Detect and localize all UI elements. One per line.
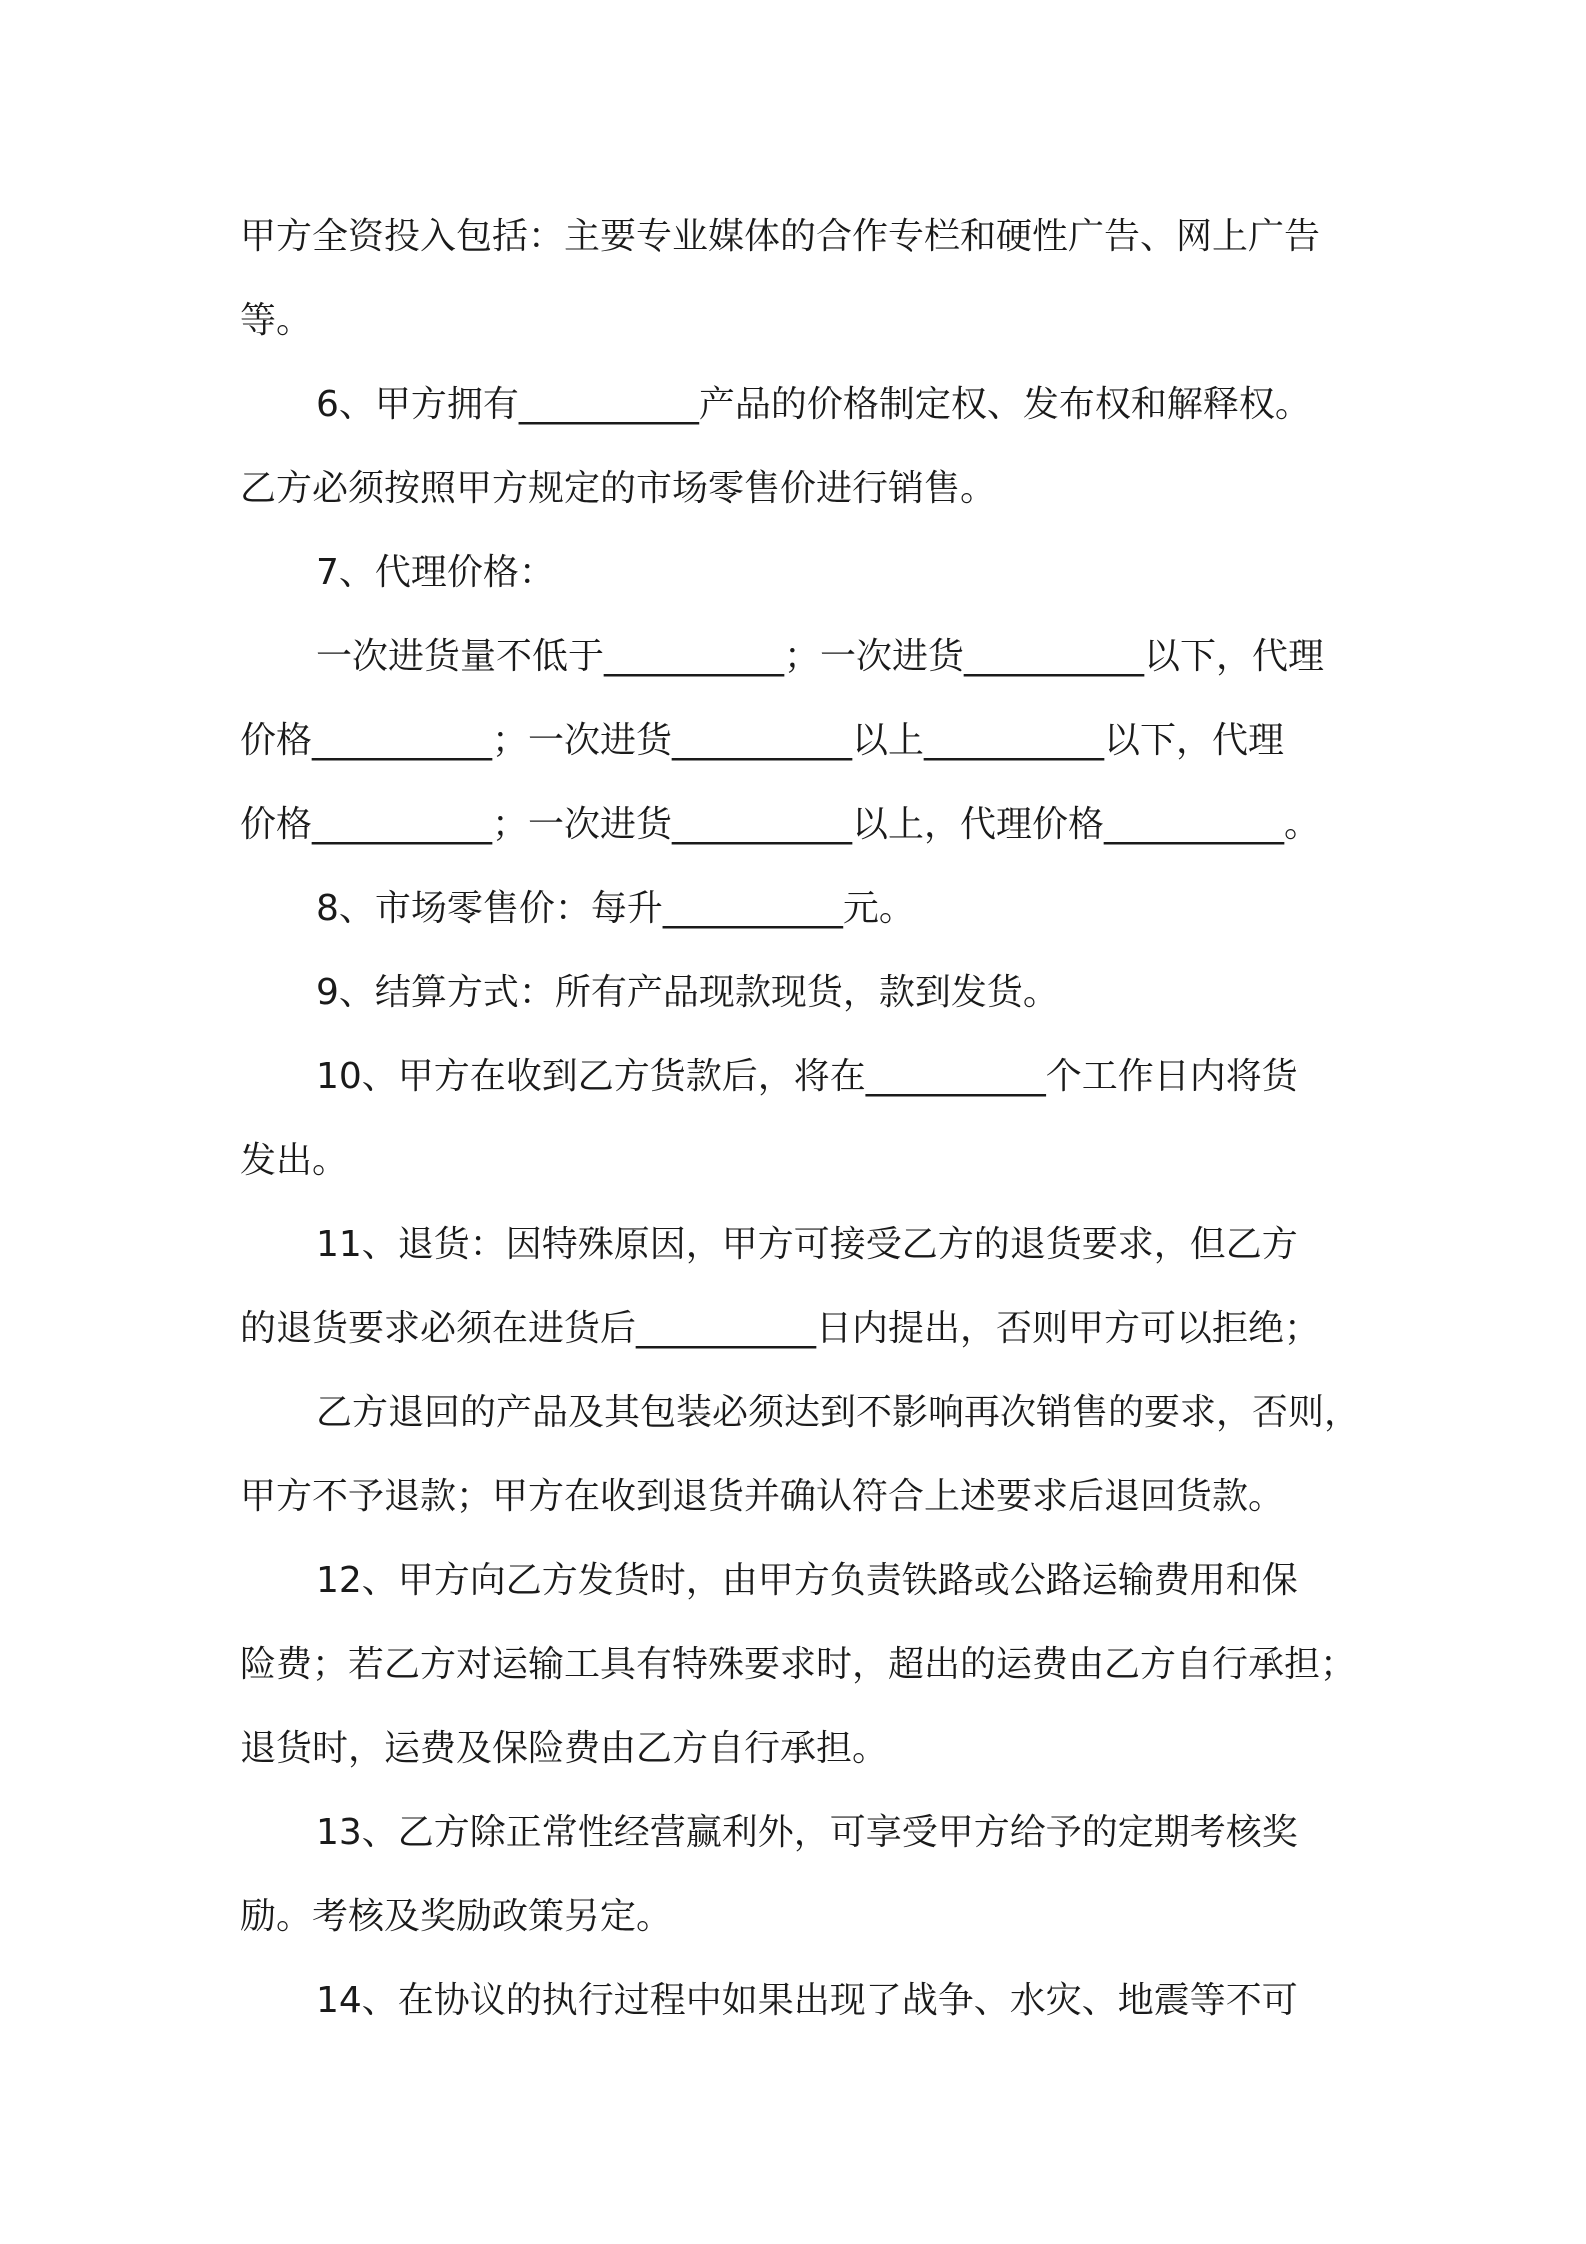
paragraph [240, 195, 1370, 363]
text-line: 7、代理价格： [316, 552, 555, 593]
paragraph [240, 615, 1370, 867]
text-line: 8、市场零售价：每升__________元。 [316, 888, 915, 929]
text-line: 险费；若乙方对运输工具有特殊要求时，超出的运费由乙方自行承担； [240, 1644, 1357, 1685]
text-line: 14、在协议的执行过程中如果出现了战争、水灾、地震等不可 [316, 1980, 1298, 2021]
text-line: 甲方不予退款；甲方在收到退货并确认符合上述要求后退回货款。 [240, 1476, 1285, 1517]
text-line: 价格__________；一次进货__________以上，代理价格__________。 [240, 804, 1321, 845]
text-line: 价格__________；一次进货__________以上__________以下，代理 [240, 720, 1285, 761]
text-line: 6、甲方拥有__________产品的价格制定权、发布权和解释权。 [316, 384, 1311, 425]
text-line: 10、甲方在收到乙方货款后，将在__________个工作日内将货 [316, 1056, 1298, 1097]
text-line: 13、乙方除正常性经营赢利外，可享受甲方给予的定期考核奖 [316, 1812, 1298, 1853]
text-line: 甲方全资投入包括：主要专业媒体的合作专栏和硬性广告、网上广告 [240, 216, 1321, 257]
text-line: 等。 [240, 300, 313, 341]
text-line: 乙方必须按照甲方规定的市场零售价进行销售。 [240, 468, 997, 509]
paragraph [240, 1791, 1370, 1959]
text-line: 乙方退回的产品及其包装必须达到不影响再次销售的要求，否则， [316, 1392, 1361, 1433]
paragraph [240, 1959, 1370, 2043]
paragraph [240, 1371, 1370, 1539]
text-line: 退货时，运费及保险费由乙方自行承担。 [240, 1728, 889, 1769]
text-line: 发出。 [240, 1140, 349, 1181]
paragraph [240, 1539, 1370, 1791]
paragraph [240, 951, 1370, 1035]
paragraph [240, 867, 1370, 951]
text-line: 11、退货：因特殊原因，甲方可接受乙方的退货要求，但乙方 [316, 1224, 1298, 1265]
text-line: 励。考核及奖励政策另定。 [240, 1896, 673, 1937]
paragraph [240, 363, 1370, 531]
paragraph [240, 1035, 1370, 1203]
text-line: 12、甲方向乙方发货时，由甲方负责铁路或公路运输费用和保 [316, 1560, 1298, 1601]
text-line: 一次进货量不低于__________；一次进货__________以下，代理 [316, 636, 1325, 677]
paragraph [240, 1203, 1370, 1371]
text-line: 9、结算方式：所有产品现款现货，款到发货。 [316, 972, 1059, 1013]
paragraph [240, 531, 1370, 615]
text-line: 的退货要求必须在进货后__________日内提出，否则甲方可以拒绝； [240, 1308, 1321, 1349]
document-body [240, 195, 1370, 2043]
